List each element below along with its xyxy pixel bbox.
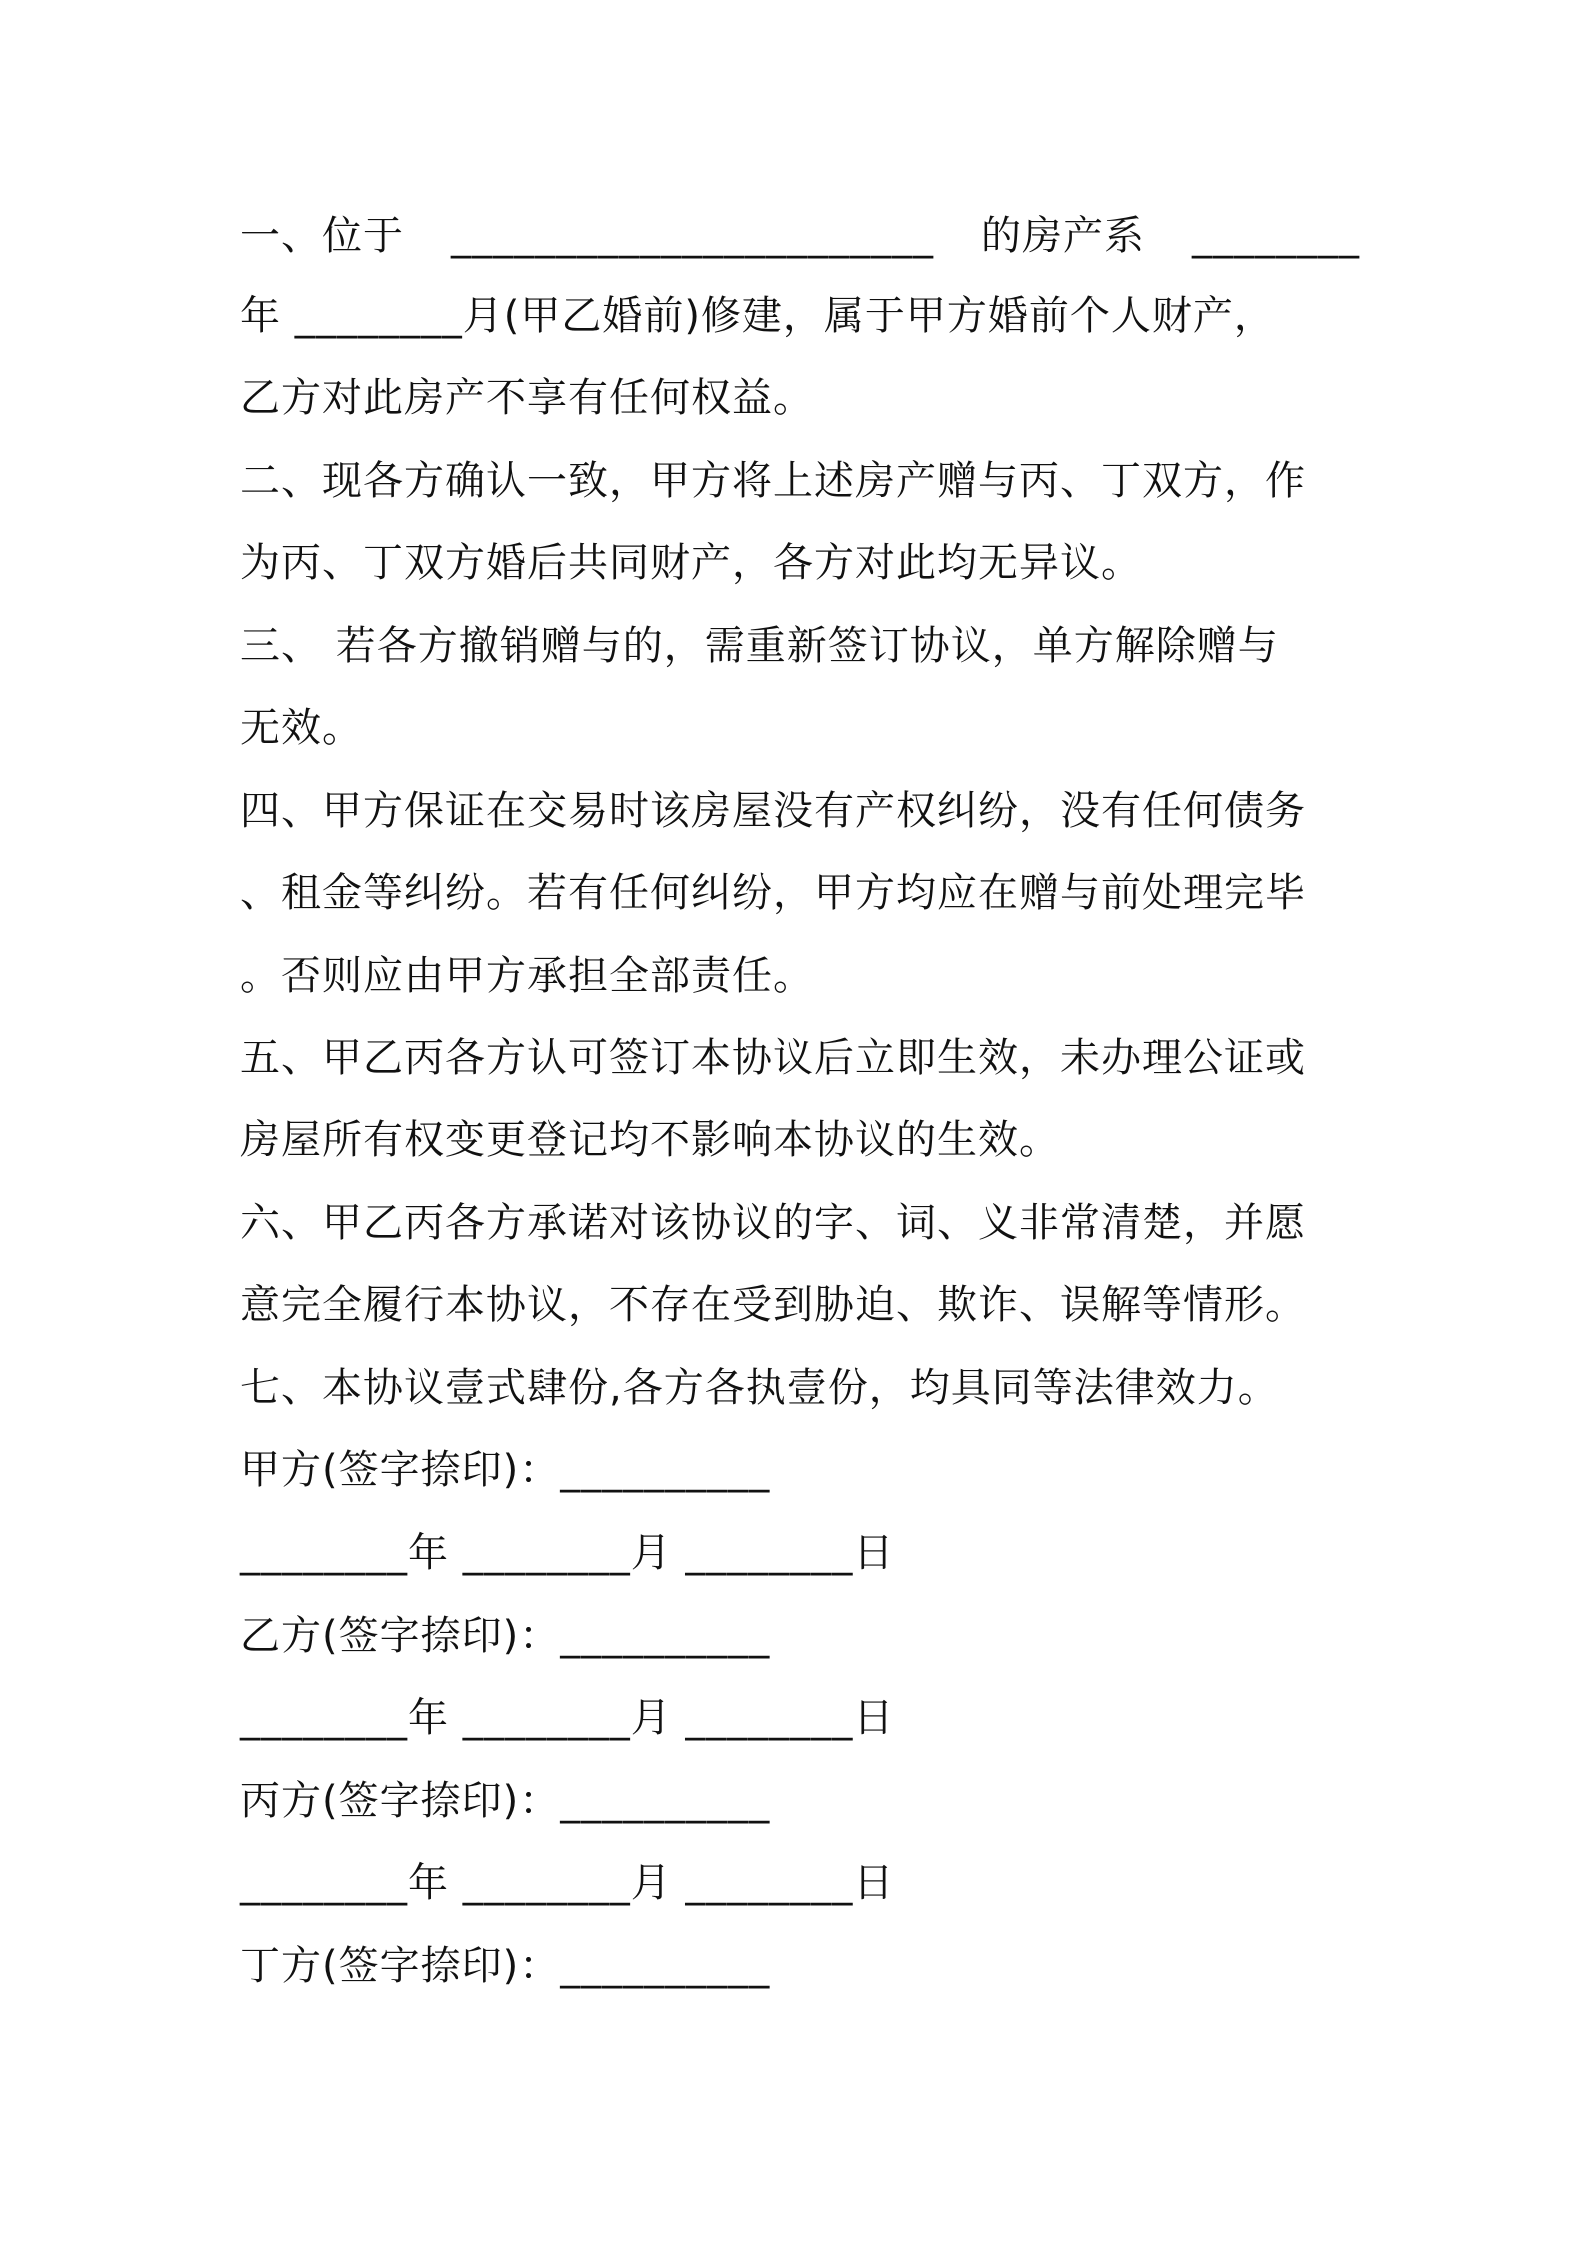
party-b-signature: 乙方(签字捺印)：__________: [240, 1613, 771, 1659]
year-blank: ________: [1192, 213, 1360, 259]
clause-5-line-2: 房屋所有权变更登记均不影响本协议的生效。: [240, 1117, 1060, 1163]
clause-6-line-1: 六、甲乙丙各方承诺对该协议的字、词、义非常清楚，并愿: [240, 1200, 1306, 1246]
clause-4-line-2: 、租金等纠纷。若有任何纠纷，甲方均应在赠与前处理完毕: [240, 870, 1306, 916]
party-a-signature: 甲方(签字捺印)：__________: [240, 1447, 771, 1493]
clause-7-line-1: 七、本协议壹式肆份,各方各执壹份，均具同等法律效力。: [240, 1365, 1279, 1411]
party-b-date: ________年 ________月 ________日: [240, 1695, 895, 1741]
clause-3-line-2: 无效。: [240, 705, 363, 751]
clause-4-line-1: 四、甲方保证在交易时该房屋没有产权纠纷，没有任何债务: [240, 788, 1306, 834]
clause-1-line-3: 乙方对此房产不享有任何权益。: [240, 375, 814, 421]
clause-5-line-1: 五、甲乙丙各方认可签订本协议后立即生效，未办理公证或: [240, 1035, 1306, 1081]
clause-2-line-2: 为丙、丁双方婚后共同财产，各方对此均无异议。: [240, 540, 1142, 586]
party-a-date: ________年 ________月 ________日: [240, 1530, 895, 1576]
clause-2-line-1: 二、现各方确认一致，甲方将上述房产赠与丙、丁双方，作: [240, 458, 1306, 504]
clause-6-line-2: 意完全履行本协议，不存在受到胁迫、欺诈、误解等情形。: [240, 1282, 1306, 1328]
clause-1-line-2: 年 ________月(甲乙婚前)修建，属于甲方婚前个人财产，: [240, 293, 1275, 339]
party-d-signature: 丁方(签字捺印)：__________: [240, 1943, 771, 1989]
clause-1-text-b: 的房产系: [981, 213, 1145, 259]
clause-1-line-1: [240, 210, 1360, 262]
party-c-date: ________年 ________月 ________日: [240, 1860, 895, 1906]
location-blank: _______________________: [451, 213, 934, 259]
clause-4-line-3: 。否则应由甲方承担全部责任。: [240, 953, 814, 999]
party-c-signature: 丙方(签字捺印)：__________: [240, 1778, 771, 1824]
clause-3-line-1: 三、 若各方撤销赠与的，需重新签订协议，单方解除赠与: [240, 623, 1279, 669]
clause-1-text-a: 一、位于: [240, 213, 404, 259]
